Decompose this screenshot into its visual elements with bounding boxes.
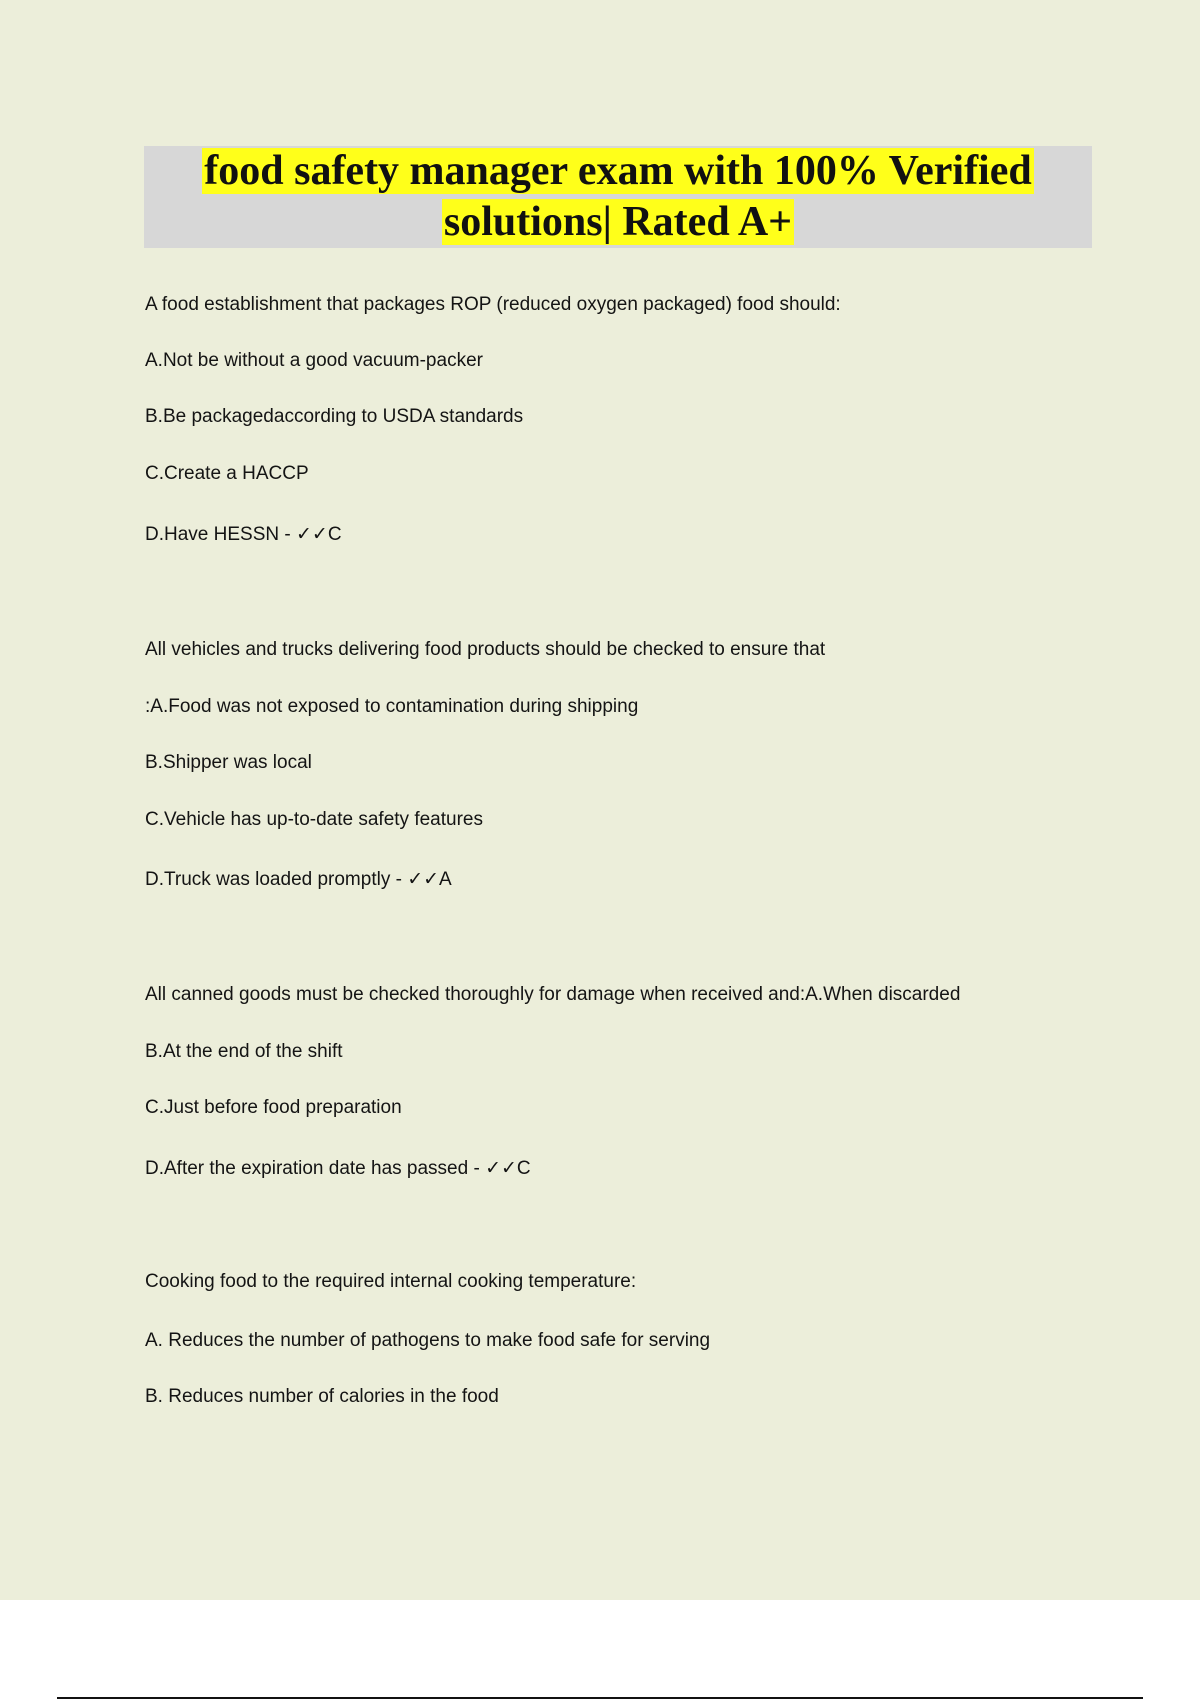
question-4-stem: Cooking food to the required internal cooking temperature: bbox=[145, 1271, 637, 1292]
title-line-1 bbox=[144, 146, 1092, 197]
question-4-option-a: A. Reduces the number of pathogens to make food safe for serving bbox=[145, 1330, 711, 1351]
question-1-stem: A food establishment that packages ROP (reduced oxygen packaged) food should: bbox=[145, 294, 841, 315]
question-3-stem: All canned goods must be checked thoroughly for damage when received and:A.When discarded bbox=[145, 984, 961, 1005]
question-2-option-a: :A.Food was not exposed to contamination during shipping bbox=[145, 696, 639, 717]
title-banner bbox=[144, 146, 1092, 248]
question-3-option-c: C.Just before food preparation bbox=[145, 1097, 402, 1118]
question-1-option-c: C.Create a HACCP bbox=[145, 463, 309, 484]
question-2-option-c: C.Vehicle has up-to-date safety features bbox=[145, 809, 483, 830]
question-3-option-b: B.At the end of the shift bbox=[145, 1041, 343, 1062]
question-2-option-b: B.Shipper was local bbox=[145, 752, 312, 773]
question-2-stem: All vehicles and trucks delivering food products should be checked to ensure that bbox=[145, 639, 826, 660]
title-line-2 bbox=[144, 197, 1092, 248]
question-1-option-b: B.Be packagedaccording to USDA standards bbox=[145, 406, 524, 427]
question-3-option-d: D.After the expiration date has passed - ✓✓C bbox=[145, 1158, 531, 1179]
title-text-2: solutions| Rated A+ bbox=[443, 199, 793, 245]
question-1-option-a: A.Not be without a good vacuum-packer bbox=[145, 350, 483, 371]
title-text-1: food safety manager exam with 100% Verified bbox=[204, 148, 1032, 194]
question-4-option-b: B. Reduces number of calories in the food bbox=[145, 1386, 499, 1407]
question-1-option-d: D.Have HESSN - ✓✓C bbox=[145, 524, 342, 545]
footer-rule bbox=[57, 1697, 1143, 1699]
question-2-option-d: D.Truck was loaded promptly - ✓✓A bbox=[145, 869, 452, 890]
